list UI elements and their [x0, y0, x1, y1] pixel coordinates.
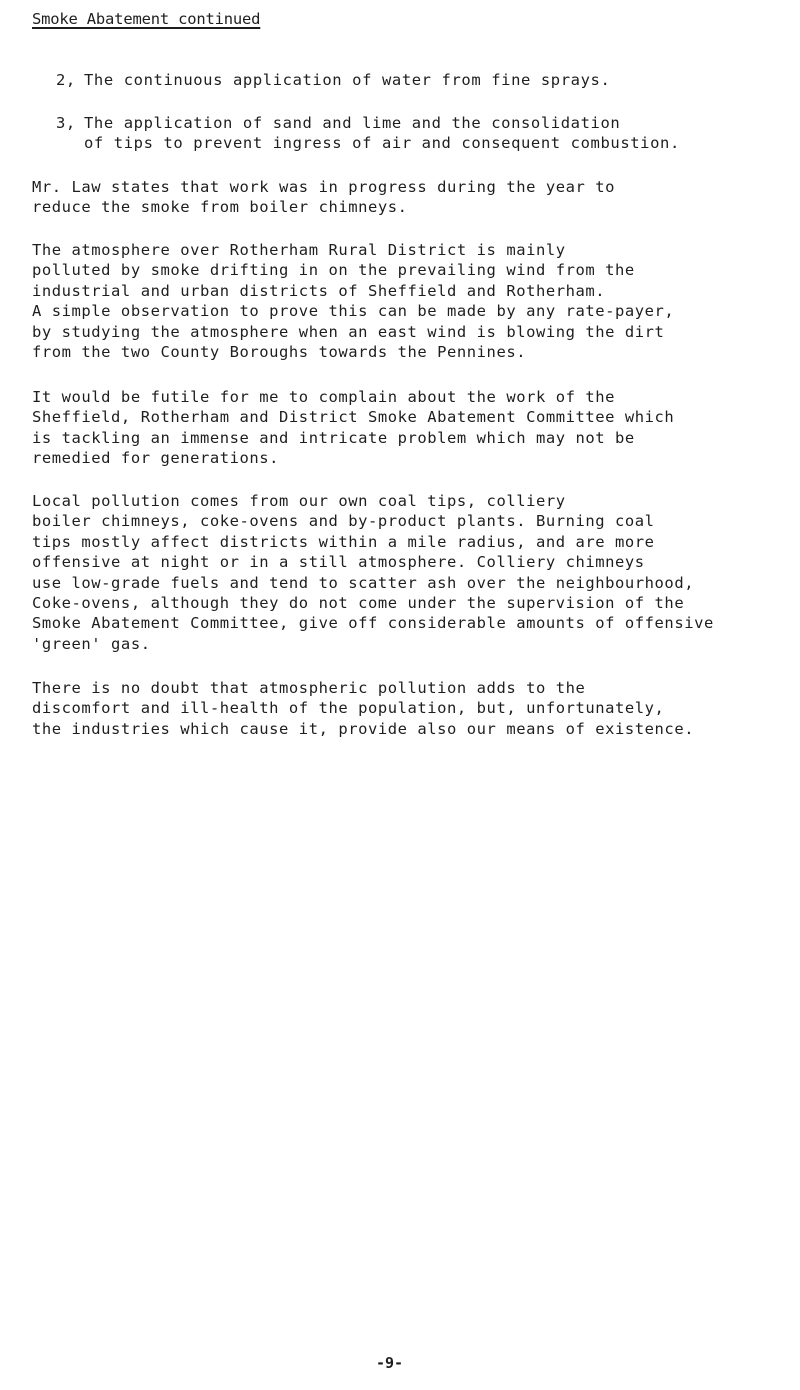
- page-number: -9-: [376, 1354, 404, 1372]
- page-heading: Smoke Abatement continued: [32, 10, 261, 28]
- paragraph-conclusion: There is no doubt that atmospheric pollution adds to the discomfort and ill-health of the population, but, unfortunately, the industries which cause it, provide also our means of existence.: [32, 679, 695, 738]
- list-item-number: 2,: [56, 71, 76, 89]
- paragraph-boiler-chimneys: Mr. Law states that work was in progress during the year to reduce the smoke from boiler chimneys.: [32, 178, 616, 217]
- list-item-text: The continuous application of water from fine sprays.: [84, 71, 611, 89]
- list-item-text: The application of sand and lime and the consolidation of tips to prevent ingress of air and consequent combustion.: [84, 114, 680, 152]
- list-item-2: [56, 70, 610, 90]
- paragraph-committee: It would be futile for me to complain about the work of the Sheffield, Rotherham and District Smoke Abatement Committee which is tackling an immense and intricate problem which may not be remedied for generations.: [32, 388, 675, 468]
- list-item-3: [56, 113, 680, 153]
- list-item-number: 3,: [56, 114, 76, 132]
- paragraph-atmosphere: The atmosphere over Rotherham Rural District is mainly polluted by smoke drifting in on the prevailing wind from the industrial and urban districts of Sheffield and Rotherham. A simple observation to prove this can be made by any rate-payer, by studying the atmosphere when an east wind is blowing the dirt from the two County Boroughs towards the Pennines.: [32, 241, 675, 362]
- paragraph-local-pollution: Local pollution comes from our own coal tips, colliery boiler chimneys, coke-ovens and by-product plants. Burning coal tips mostly affect districts within a mile radius, and are more offensive at night or in a still atmosphere. Colliery chimneys use low-grade fuels and tend to scatter ash over the neighbourhood, Coke-ovens, although they do not come under the supervision of the Smoke Abatement Committee, give off considerable amounts of offensive 'green' gas.: [32, 492, 714, 653]
